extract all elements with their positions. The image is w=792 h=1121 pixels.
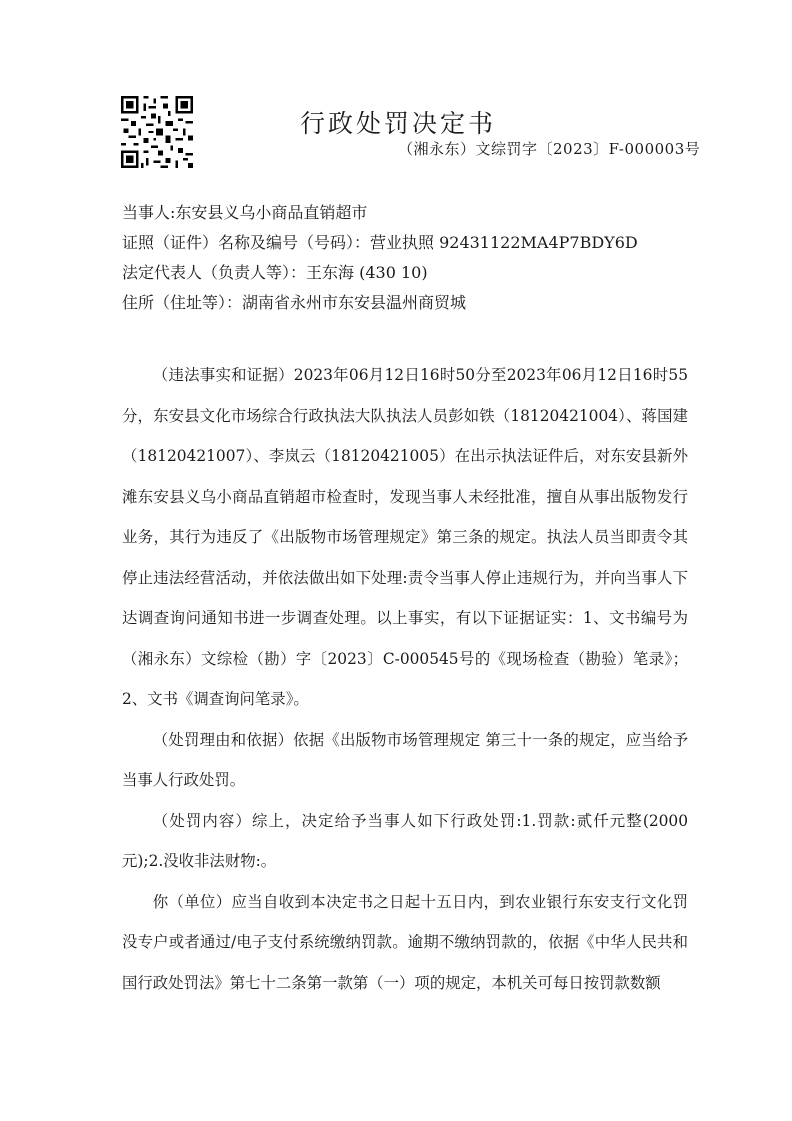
party-address: 住所（住址等）：湖南省永州市东安县温州商贸城 xyxy=(122,293,467,312)
reason-paragraph: （处罚理由和依据）依据《出版物市场管理规定 第三十一条的规定，应当给予当事人行政处罚。 xyxy=(122,730,688,789)
qr-code xyxy=(121,96,193,168)
party-name: 当事人:东安县义乌小商品直销超市 xyxy=(122,203,368,222)
document-number: （湘永东）文综罚字〔2023〕F-000003号 xyxy=(398,140,701,158)
penalty-paragraph: （处罚内容）综上，决定给予当事人如下行政处罚:1.罚款:贰仟元整(2000元);2.没收非法财物:。 xyxy=(122,811,688,870)
party-representative: 法定代表人（负责人等）：王东海 (430 10) xyxy=(122,263,428,282)
party-info xyxy=(122,198,702,318)
decision-body xyxy=(122,355,688,1003)
payment-paragraph: 你（单位）应当自收到本决定书之日起十五日内，到农业银行东安支行文化罚没专户或者通过/电子支付系统缴纳罚款。逾期不缴纳罚款的，依据《中华人民共和国行政处罚法》第七十二条第一款第（一）项的规定，本机关可每日按罚款数额 xyxy=(122,892,688,992)
party-license: 证照（证件）名称及编号（号码）：营业执照 92431122MA4P7BDY6D xyxy=(122,233,638,252)
document-title: 行政处罚决定书 xyxy=(300,109,497,138)
facts-paragraph: （违法事实和证据）2023年06月12日16时50分至2023年06月12日16时55分，东安县文化市场综合行政执法大队执法人员彭如铁（18120421004）、蒋国建（18120421007）、李岚云（18120421005）在出示执法证件后，对东安县新外滩东安县义乌小商品直销超市检查时，发现当事人未经批准，擅自从事出版物发行业务，其行为违反了《出版物市场管理规定》第三条的规定。执法人员当即责令其停止违法经营活动，并依法做出如下处理:责令当事人停止违规行为，并向当事人下达调查询问通知书进一步调查处理。以上事实，有以下证据证实：1、文书编号为（湘永东）文综检（勘）字〔2023〕C-000545号的《现场检查（勘验）笔录》；2、文书《调查询问笔录》。 xyxy=(122,366,688,708)
